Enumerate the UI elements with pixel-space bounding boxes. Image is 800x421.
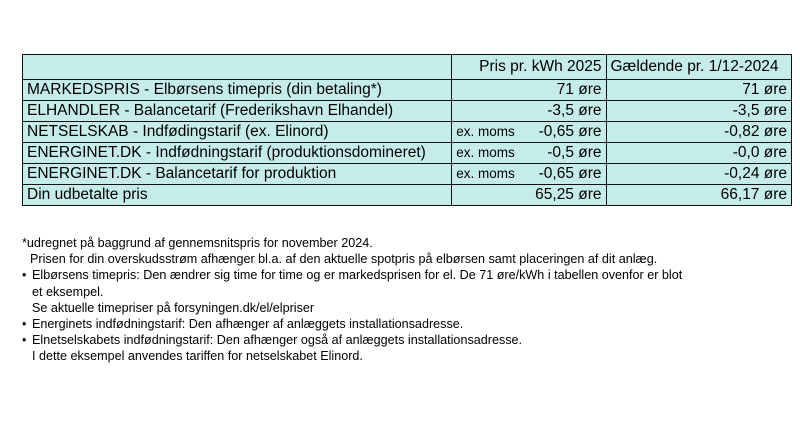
header-current-price: Gældende pr. 1/12-2024 [606, 55, 792, 80]
row-price-2025 [452, 80, 606, 101]
row-price-2025-value: -0,5 øre [547, 144, 602, 161]
row-current-price: -3,5 øre [606, 101, 792, 122]
row-current-price: -0,0 øre [606, 143, 792, 164]
row-label: ENERGINET.DK - Balancetarif for produktion [23, 164, 452, 185]
table-row [23, 164, 792, 185]
footnote-continuation: Prisen for din overskudsstrøm afhænger bl.a. af den aktuelle spotpris på elbørsen samt placeringen af dit anlæg. [30, 252, 658, 267]
footnote-text: *udregnet på baggrund af gennemsnitspris for november 2024. [22, 236, 373, 250]
bullet-text: Elbørsens timepris: Den ændrer sig time for time og er markedsprisen for el. De 71 øre/kWh i tabellen ovenfor er blot [32, 268, 683, 283]
row-price-2025 [452, 164, 606, 185]
row-price-2025-value: -3,5 øre [547, 102, 602, 119]
row-label: ENERGINET.DK - Indfødningstarif (produktionsdomineret) [23, 143, 452, 164]
bullet-timepris-cont: et eksempel. [32, 284, 104, 299]
footnotes [22, 235, 792, 365]
table-row [23, 101, 792, 122]
row-note: ex. moms [456, 166, 515, 181]
table-row [23, 80, 792, 101]
row-note: ex. moms [456, 145, 515, 160]
total-price-2025-value: 65,25 øre [535, 186, 602, 203]
table-header-row [23, 55, 792, 80]
table-total-row [23, 185, 792, 206]
row-note: ex. moms [456, 124, 515, 139]
bullet-timepris-link: Se aktuelle timepriser på forsyningen.dk/el/elpriser [32, 300, 315, 315]
row-price-2025 [452, 122, 606, 143]
row-price-2025 [452, 143, 606, 164]
bullet-energinet [22, 316, 792, 332]
bullet-icon: • [22, 333, 27, 348]
row-label: ELHANDLER - Balancetarif (Frederikshavn Elhandel) [23, 101, 452, 122]
table-row [23, 143, 792, 164]
row-label: MARKEDSPRIS - Elbørsens timepris (din betaling*) [23, 80, 452, 101]
row-price-2025-value: 71 øre [556, 81, 602, 98]
row-current-price: 71 øre [606, 80, 792, 101]
bullet-icon: • [22, 268, 27, 283]
table-row [23, 122, 792, 143]
header-price-2025: Pris pr. kWh 2025 [452, 55, 606, 80]
row-price-2025-value: -0,65 øre [538, 123, 602, 140]
row-price-2025 [452, 101, 606, 122]
bullet-icon: • [22, 317, 27, 332]
total-price-2025 [452, 185, 606, 206]
total-label: Din udbetalte pris [23, 185, 452, 206]
price-table [22, 54, 792, 206]
row-price-2025-value: -0,65 øre [538, 165, 602, 182]
bullet-text: Energinets indfødningstarif: Den afhænger af anlæggets installationsadresse. [32, 317, 464, 332]
row-current-price: -0,82 øre [606, 122, 792, 143]
total-current-price: 66,17 øre [606, 185, 792, 206]
bullet-netselskab-cont: I dette eksempel anvendes tariffen for netselskabet Elinord. [32, 349, 363, 364]
bullet-timepris [22, 267, 792, 283]
bullet-text: Elnetselskabets indfødningstarif: Den afhænger også af anlæggets installationsadresse. [32, 333, 523, 348]
row-current-price: -0,24 øre [606, 164, 792, 185]
header-empty-cell [23, 55, 452, 80]
bullet-netselskab [22, 332, 792, 348]
row-label: NETSELSKAB - Indfødingstarif (ex. Elinord) [23, 122, 452, 143]
